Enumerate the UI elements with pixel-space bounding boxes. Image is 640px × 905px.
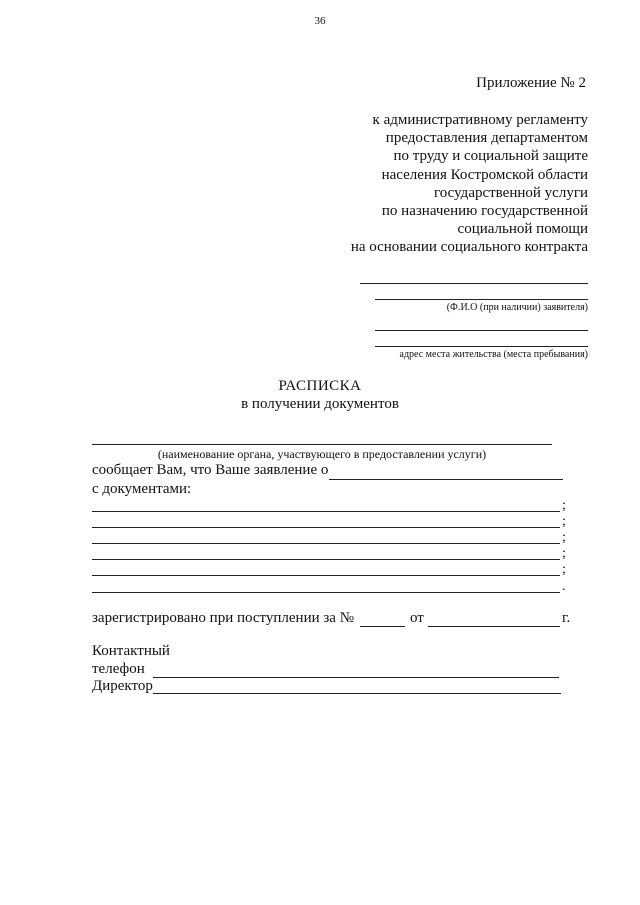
document-line[interactable] [92,592,560,593]
regulation-line: социальной помощи [457,221,588,238]
organization-caption: (наименование органа, участвующего в предоставлении услуги) [157,447,487,461]
informs-text: сообщает Вам, что Ваше заявление о [92,462,329,478]
document-line-end: . [562,579,566,594]
regulation-line: по труду и социальной защите [393,148,588,165]
application-subject-line[interactable] [329,479,563,480]
organization-line[interactable] [92,444,552,445]
regulation-line: к административному регламенту [372,112,588,128]
regulation-line: на основании социального контракта [350,239,588,256]
document-line-end: ; [562,498,566,513]
document-line[interactable] [92,511,560,512]
registered-text: зарегистрировано при поступлении за № [92,610,355,626]
applicant-address-line-2[interactable] [375,346,588,347]
document-line[interactable] [92,527,560,528]
applicant-blank-line[interactable] [360,283,588,284]
receipt-title: РАСПИСКА [278,378,362,394]
regulation-line: предоставления департаментом [385,130,588,147]
document-line[interactable] [92,543,560,544]
year-suffix: г. [562,610,571,626]
document-line-end: ; [562,514,566,529]
phone-label: телефон [92,661,145,677]
documents-label: с документами: [92,481,192,497]
regulation-line: населения Костромской области [381,166,588,183]
director-label: Директор [92,678,153,694]
document-line[interactable] [92,559,560,560]
regulation-line: по назначению государственной [381,203,588,220]
applicant-name-line[interactable] [375,299,588,300]
document-line[interactable] [92,575,560,576]
document-line-end: ; [562,546,566,561]
from-text: от [410,610,424,626]
document-line-end: ; [562,530,566,545]
registration-date-line[interactable] [428,626,560,627]
appendix-title: Приложение № 2 [476,75,586,91]
regulation-line: государственной услуги [434,184,588,201]
applicant-address-caption: адрес места жительства (места пребывания) [399,349,588,360]
page-number: 36 [314,15,326,27]
registration-number-line[interactable] [360,626,405,627]
director-line[interactable] [153,693,561,694]
document-line-end: ; [562,562,566,577]
receipt-subtitle: в получении документов [241,396,399,412]
applicant-address-line[interactable] [375,330,588,331]
applicant-name-caption: (Ф.И.О (при наличии) заявителя) [446,302,588,313]
regulation-reference [288,111,588,257]
phone-line[interactable] [153,677,559,678]
contact-label: Контактный [92,643,170,659]
